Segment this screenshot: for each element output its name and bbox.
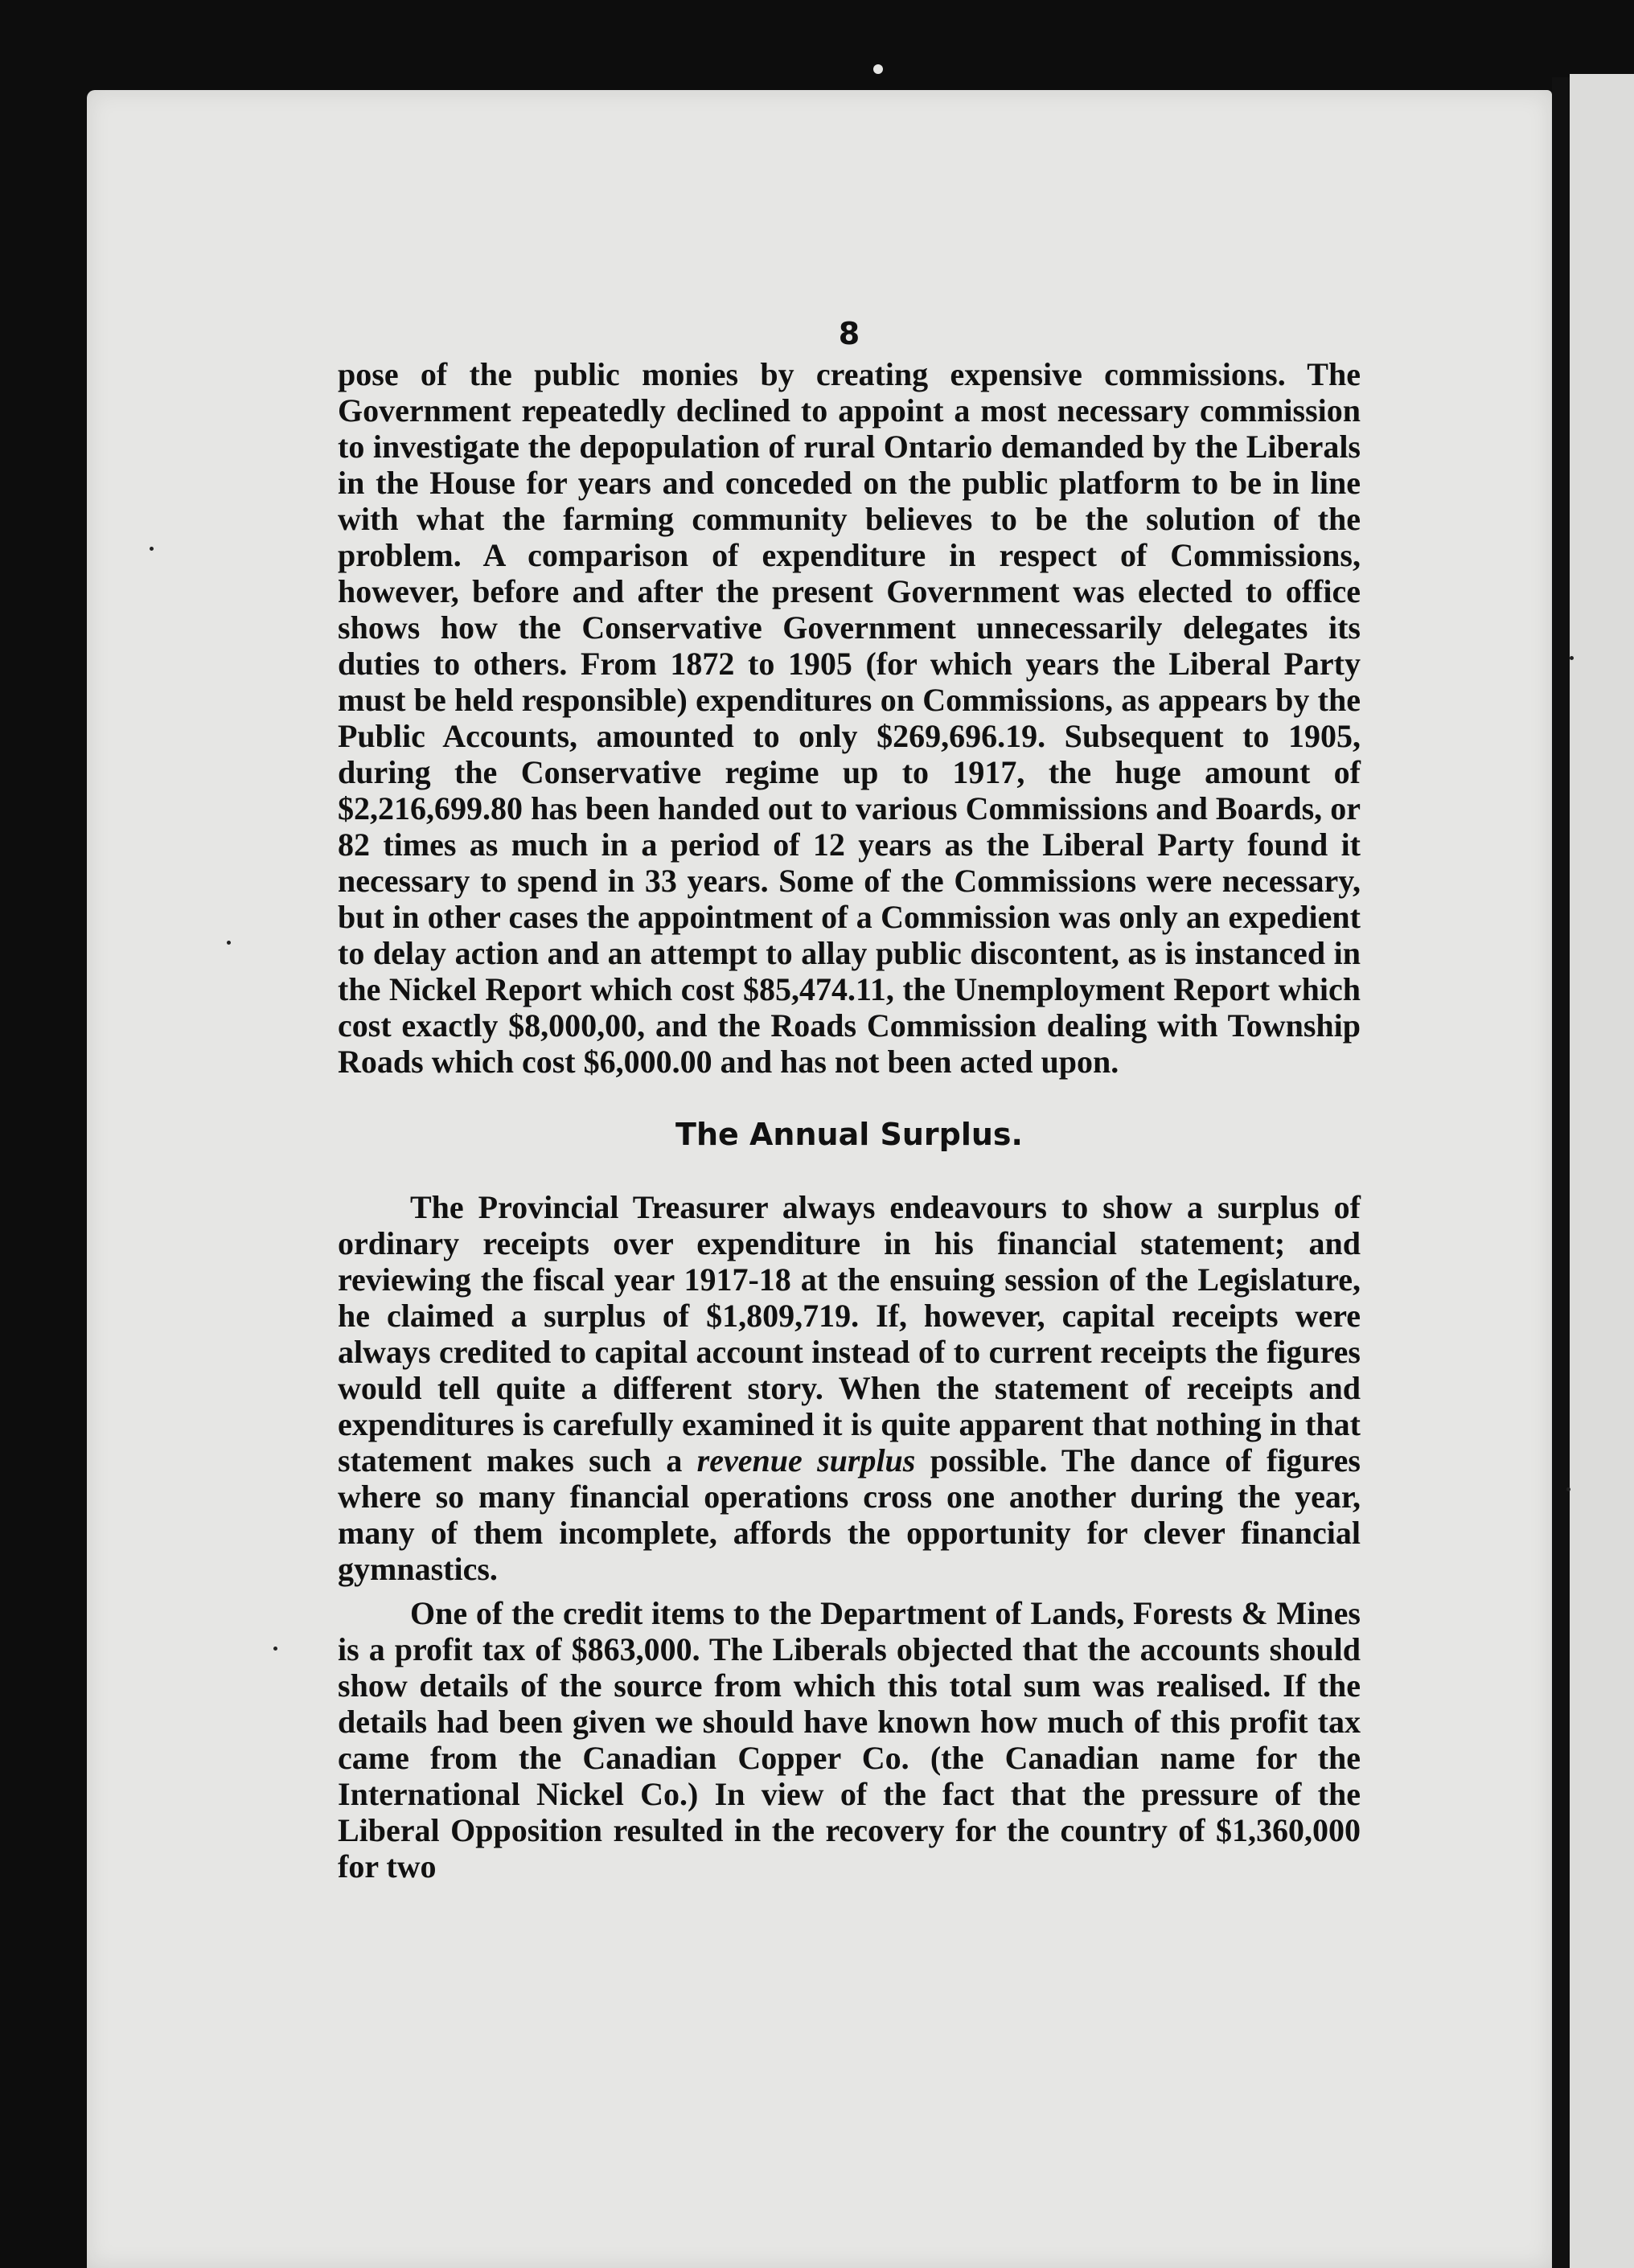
paragraph-text: The Provincial Treasurer always endeavours to show a surplus of ordinary receipts over expenditure in his financial statement; and reviewing the fiscal year 1917-18 at the ensuing session of the Legislature, he claimed a surplus of $1,809,719. If, however, capital receipts were always credited to capital account instead of to current receipts the figures would tell quite a different story. When the statement of receipts and expenditures is carefully examined it is quite apparent that nothing in that statement makes such a <box>338 1189 1361 1479</box>
italic-phrase: revenue surplus <box>696 1442 916 1479</box>
scan-speck <box>273 1647 277 1651</box>
scan-speck <box>227 941 231 945</box>
scan-artifact-dot <box>873 64 883 74</box>
scan-speck <box>1566 1487 1570 1491</box>
page-text <box>338 318 1361 1885</box>
body-paragraph: One of the credit items to the Department of Lands, Forests & Mines is a profit tax of $863,000. The Liberals objected that the accounts should show details of the source from which this total sum was realised. If the details had been given we should have known how much of this profit tax came from the Canadian Copper Co. (the Canadian name for the International Nickel Co.) In view of the fact that the pressure of the Liberal Opposition resulted in the recovery for the country of $1,360,000 for two <box>338 1595 1361 1885</box>
page-number: 8 <box>838 316 860 351</box>
adjacent-page-edge <box>1570 74 1634 2268</box>
section-heading: The Annual Surplus. <box>675 1117 1023 1152</box>
scan-speck <box>150 547 154 551</box>
paragraph-text: possible. The dance of figures where so many financial operations cross one another during the year, many of them incomplete, affords the opportunity for clever financial gymnastics. <box>338 1442 1361 1587</box>
body-paragraph <box>338 1189 1361 1587</box>
body-paragraph: pose of the public monies by creating expensive commissions. The Government repeatedly declined to appoint a most necessary commission to investigate the depopulation of rural Ontario demanded by the Liberals in the House for years and conceded on the public platform to be in line with what the farming community believes to be the solution of the problem. A comparison of expenditure in respect of Commissions, however, before and after the present Government was elected to office shows how the Conservative Government unnecessarily delegates its duties to others. From 1872 to 1905 (for which years the Liberal Party must be held responsible) expenditures on Commissions, as appears by the Public Accounts, amounted to only $269,696.19. Subsequent to 1905, during the Conservative regime up to 1917, the huge amount of $2,216,699.80 has been handed out to various Commissions and Boards, or 82 times as much in a period of 12 years as the Liberal Party found it necessary to spend in 33 years. Some of the Commissions were necessary, but in other cases the appointment of a Commission was only an expedient to delay action and an attempt to allay public discontent, as is instanced in the Nickel Report which cost $85,474.11, the Unemployment Report which cost exactly $8,000,00, and the Roads Commission dealing with Township Roads which cost $6,000.00 and has not been acted upon. <box>338 356 1361 1080</box>
page-gutter <box>1552 77 1570 2268</box>
scan-speck <box>1570 656 1574 660</box>
